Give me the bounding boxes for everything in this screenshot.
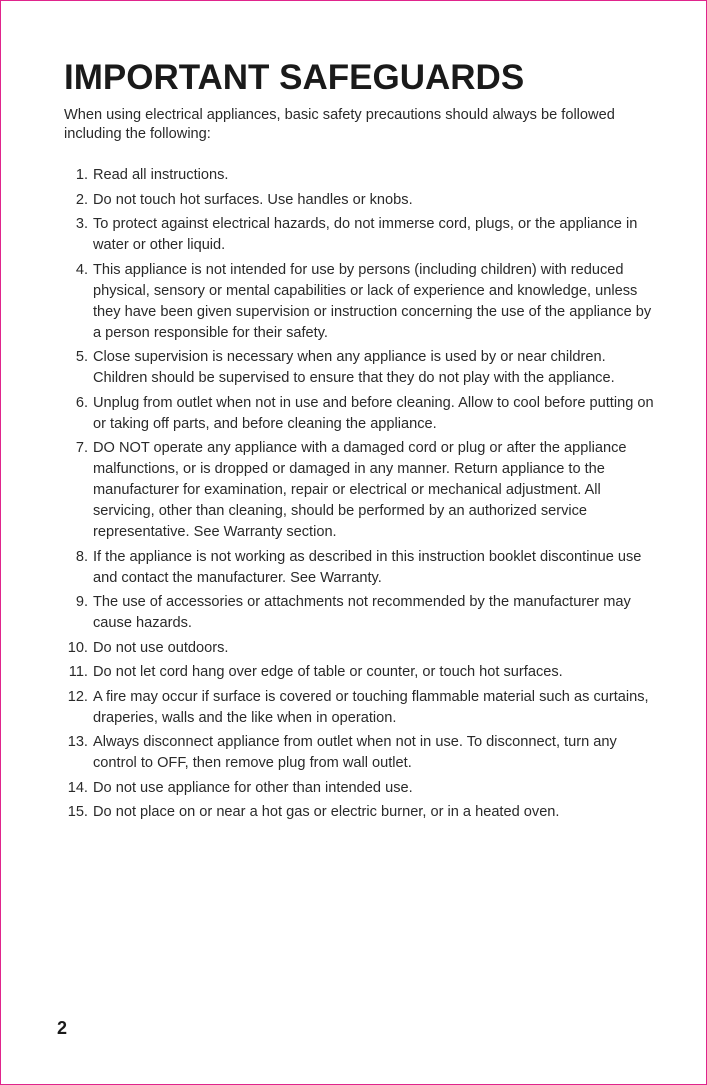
list-item [64,662,654,683]
list-item-number: 6. [75,394,88,411]
list-item [64,393,654,435]
list-item-number: 2. [75,191,88,208]
list-item-number: 8. [75,548,88,565]
list-item-text: Close supervision is necessary when any appliance is used by or near children. Children should be supervised to ensure that they do not play with the appliance. [93,349,615,386]
list-item [64,778,654,799]
list-item-number: 10. [67,639,88,656]
list-item [64,732,654,774]
list-item [64,687,654,729]
list-item-text: The use of accessories or attachments not recommended by the manufacturer may cause hazards. [93,594,631,631]
list-item-text: Do not touch hot surfaces. Use handles or knobs. [93,191,413,208]
list-item-text: Unplug from outlet when not in use and before cleaning. Allow to cool before putting on or taking off parts, and before cleaning the appliance. [93,394,654,432]
list-item-text: Always disconnect appliance from outlet when not in use. To disconnect, turn any control to OFF, then remove plug from wall outlet. [93,734,617,771]
list-item-number: 3. [75,216,88,232]
list-item-number: 14. [67,779,88,796]
list-item-number: 13. [67,734,88,750]
list-item-text: If the appliance is not working as described in this instruction booklet discontinue use and contact the manufacturer. See Warranty. [93,548,642,586]
list-item [64,260,654,344]
list-item-text: This appliance is not intended for use by persons (including children) with reduced physical, sensory or mental capabilities or lack of experience and knowledge, unless they have been given supervision or instruction concerning the use of the appliance by a person responsible for their safety. [93,261,652,341]
list-item-number: 12. [67,688,88,705]
list-item [64,592,654,634]
list-item [64,438,654,543]
list-item [64,347,654,389]
safeguards-section [64,58,654,827]
list-item-number: 1. [75,167,88,183]
intro-paragraph: When using electrical appliances, basic safety precautions should always be followed including the following: [64,107,615,142]
safeguards-list [64,165,654,823]
page-title: IMPORTANT SAFEGUARDS [64,58,525,97]
page-number: 2 [57,1018,68,1038]
list-item-text: Do not use appliance for other than intended use. [93,779,413,796]
list-item-number: 4. [75,261,88,278]
list-item-number: 5. [75,349,88,365]
list-item [64,214,654,256]
list-item-text: DO NOT operate any appliance with a damaged cord or plug or after the appliance malfunctions, or is dropped or damaged in any manner. Return appliance to the manufacturer for examination, repair or electrical or mechanical adjustment. All servicing, other than cleaning, should be performed by an authorized service representative. See Warranty section. [93,440,627,540]
list-item [64,802,654,823]
list-item-number: 11. [68,664,88,680]
list-item [64,547,654,589]
list-item-number: 15. [67,804,88,820]
list-item-number: 7. [75,440,88,456]
list-item-text: A fire may occur if surface is covered or touching flammable material such as curtains, draperies, walls and the like when in operation. [93,688,649,726]
list-item [64,190,654,211]
list-item-text: Read all instructions. [93,167,229,183]
list-item [64,165,654,186]
list-item-text: Do not let cord hang over edge of table or counter, or touch hot surfaces. [93,664,563,680]
list-item-number: 9. [75,594,88,610]
list-item-text: Do not place on or near a hot gas or electric burner, or in a heated oven. [93,804,560,820]
list-item-text: To protect against electrical hazards, do not immerse cord, plugs, or the appliance in water or other liquid. [93,216,638,253]
list-item-text: Do not use outdoors. [93,639,229,656]
list-item [64,638,654,659]
